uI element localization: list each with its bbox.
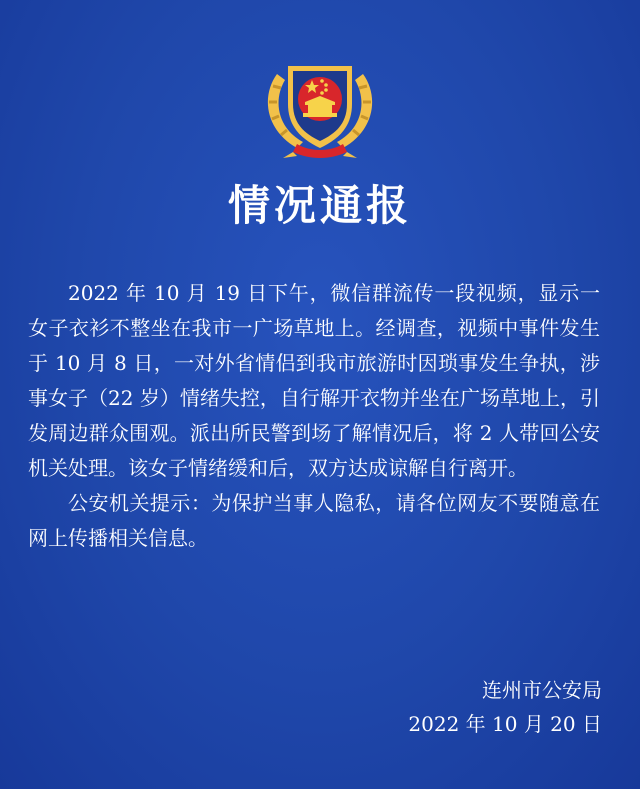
notice-body xyxy=(28,276,600,556)
issuing-organization: 连州市公安局 xyxy=(482,678,602,702)
notice-paragraph: 2022 年 10 月 19 日下午，微信群流传一段视频，显示一女子衣衫不整坐在我市一广场草地上。经调查，视频中事件发生于 10 月 8 日，一对外省情侣到我市旅游时因琐事发生争执，涉事女子（22 岁）情绪失控，自行解开衣物并坐在广场草地上，引发周边群众围观。派出所民警到场了解情况后，将 2 人带回公安机关处理。该女子情绪缓和后，双方达成谅解自行离开。 xyxy=(28,281,600,480)
notice-paragraph: 公安机关提示：为保护当事人隐私，请各位网友不要随意在网上传播相关信息。 xyxy=(28,491,600,550)
police-emblem-icon xyxy=(255,44,385,164)
page-title: 情况通报 xyxy=(227,181,412,230)
issue-date: 2022 年 10 月 20 日 xyxy=(408,712,602,736)
